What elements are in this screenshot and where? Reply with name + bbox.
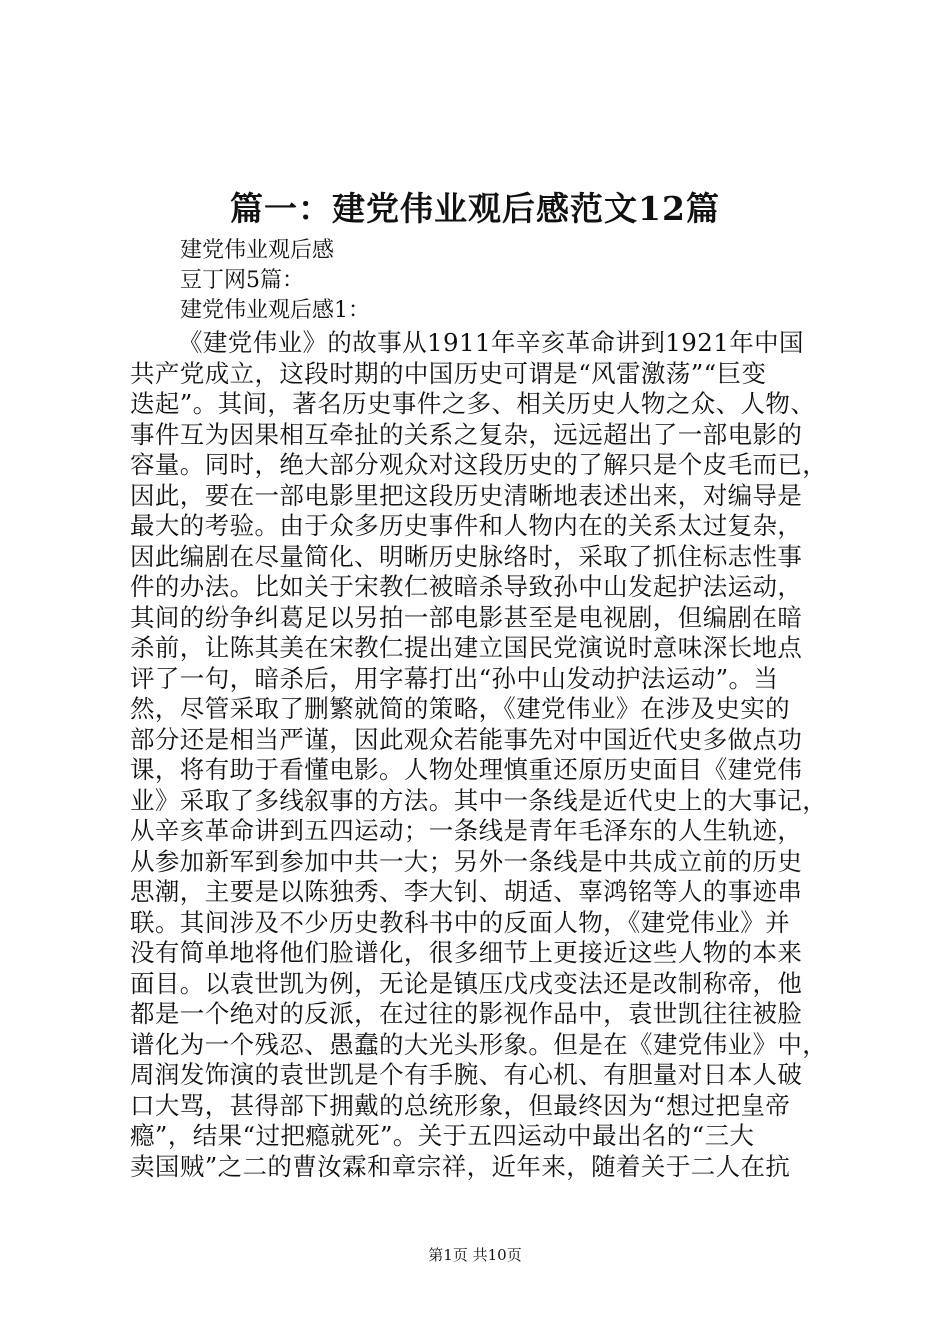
subtitle-line: 建党伟业观后感1： <box>180 298 370 323</box>
body-line: 面目。以袁世凯为例，无论是镇压戊戌变法还是改制称帝，他 <box>130 968 803 998</box>
body-line: 因此编剧在尽量简化、明晰历史脉络时，采取了抓住标志性事 <box>130 541 803 571</box>
body-line: 件的办法。比如关于宋教仁被暗杀导致孙中山发起护法运动， <box>130 572 803 601</box>
body-line: 从辛亥革命讲到五四运动；一条线是青年毛泽东的人生轨迹， <box>130 816 803 845</box>
body-line: 杀前，让陈其美在宋教仁提出建立国民党演说时意味深长地点 <box>130 633 803 662</box>
body-line: 因此，要在一部电影里把这段历史清晰地表述出来，对编导是 <box>130 480 803 510</box>
body-line: 评了一句，暗杀后，用字幕打出“孙中山发动护法运动”。当 <box>130 663 779 693</box>
body-line: 部分还是相当严谨，因此观众若能事先对中国近代史多做点功 <box>130 724 803 754</box>
body-line: 业》采取了多线叙事的方法。其中一条线是近代史上的大事记， <box>130 785 828 815</box>
subtitle-line: 豆丁网5篇： <box>180 268 304 293</box>
body-line: 共产党成立，这段时期的中国历史可谓是“风雷激荡”“巨变 <box>130 358 767 388</box>
body-line: 周润发饰演的袁世凯是个有手腕、有心机、有胆量对日本人破 <box>130 1060 803 1089</box>
body-line: 都是一个绝对的反派，在过往的影视作品中，袁世凯往往被脸 <box>130 999 803 1028</box>
document-title: 篇一：建党伟业观后感范文12篇 <box>230 189 720 228</box>
body-line: 从参加新军到参加中共一大；另外一条线是中共成立前的历史 <box>130 846 803 876</box>
body-paragraph <box>130 328 834 1182</box>
body-line: 最大的考验。由于众多历史事件和人物内在的关系太过复杂， <box>130 511 803 540</box>
subtitle-line: 建党伟业观后感 <box>180 238 335 263</box>
body-line: 然，尽管采取了删繁就简的策略，《建党伟业》在涉及史实的 <box>130 694 791 723</box>
body-line: 思潮，主要是以陈独秀、李大钊、胡适、辜鸿铭等人的事迹串 <box>130 877 803 906</box>
body-line: 口大骂，甚得部下拥戴的总统形象，但最终因为“想过把皇帝 <box>130 1090 791 1120</box>
body-line: 迭起”。其间，著名历史事件之多、相关历史人物之众、人物、 <box>130 389 816 418</box>
body-line: 瘾”，结果“过把瘾就死”。关于五四运动中最出名的“三大 <box>130 1121 755 1150</box>
body-line: 《建党伟业》的故事从1911年辛亥革命讲到1921年中国 <box>178 328 804 357</box>
body-line: 没有简单地将他们脸谱化，很多细节上更接近这些人物的本来 <box>130 938 803 967</box>
body-line: 卖国贼”之二的曹汝霖和章宗祥，近年来，随着关于二人在抗 <box>130 1151 791 1181</box>
body-line: 联。其间涉及不少历史教科书中的反面人物，《建党伟业》并 <box>130 907 791 937</box>
page-number-footer: 第1页 共10页 <box>428 1246 522 1264</box>
body-line: 谱化为一个残忍、愚蠢的大光头形象。但是在《建党伟业》中， <box>130 1029 828 1059</box>
body-line: 其间的纷争纠葛足以另拍一部电影甚至是电视剧，但编剧在暗 <box>130 602 803 632</box>
body-line: 容量。同时，绝大部分观众对这段历史的了解只是个皮毛而已， <box>130 450 828 479</box>
body-line: 课，将有助于看懂电影。人物处理慎重还原历史面目《建党伟 <box>130 755 803 784</box>
body-line: 事件互为因果相互牵扯的关系之复杂，远远超出了一部电影的 <box>130 419 803 449</box>
